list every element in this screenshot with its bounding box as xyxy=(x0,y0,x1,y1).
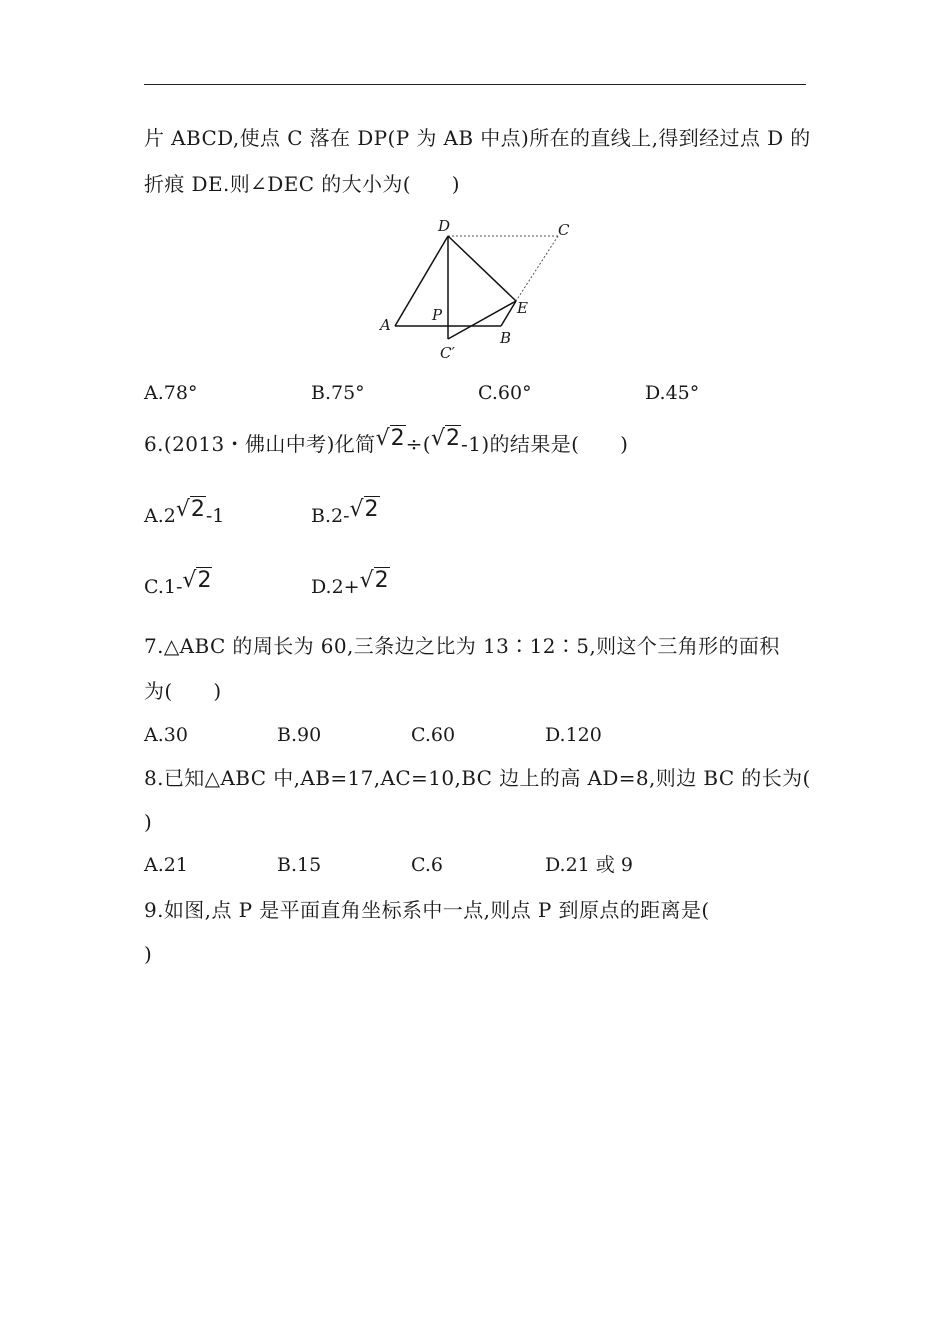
q7-option-a: A.30 xyxy=(144,724,188,746)
sqrt-symbol: √2 xyxy=(375,426,405,451)
crease-DE xyxy=(448,236,516,301)
q5-figure xyxy=(370,212,580,372)
q5-option-a: A.78° xyxy=(144,382,198,404)
label-C: C xyxy=(558,221,570,239)
label-P: P xyxy=(432,306,443,324)
sqrt-symbol: √2 xyxy=(175,497,205,522)
q6-option-a: A.2√2-1 xyxy=(144,497,225,527)
q7-line2: 为( ) xyxy=(144,679,222,703)
label-E: E xyxy=(517,299,528,317)
q5-line1: 片 ABCD,使点 C 落在 DP(P 为 AB 中点)所在的直线上,得到经过点 D 的 xyxy=(144,126,811,150)
q5-option-d: D.45° xyxy=(645,382,700,404)
label-B: B xyxy=(500,329,512,347)
sqrt-symbol: √2 xyxy=(359,568,389,593)
q8-line1: 8.已知△ABC 中,AB=17,AC=10,BC 边上的高 AD=8,则边 BC 的长为( xyxy=(144,766,811,790)
q5-line2: 折痕 DE.则∠DEC 的大小为( ) xyxy=(144,172,461,196)
edge-CE xyxy=(516,236,558,301)
q7-option-b: B.90 xyxy=(277,724,322,746)
sqrt-symbol: √2 xyxy=(349,497,379,522)
header-rule xyxy=(144,84,806,85)
q5-option-c: C.60° xyxy=(478,382,532,404)
q8-option-c: C.6 xyxy=(411,854,443,876)
q5-option-b: B.75° xyxy=(311,382,365,404)
q7-line1: 7.△ABC 的周长为 60,三条边之比为 13∶12∶5,则这个三角形的面积 xyxy=(144,634,780,658)
q6-option-b: B.2-√2 xyxy=(311,497,379,527)
label-A: A xyxy=(380,316,391,334)
q6-stem xyxy=(144,426,629,457)
sqrt-symbol: √2 xyxy=(431,426,461,451)
q7-option-c: C.60 xyxy=(411,724,456,746)
q7-option-d: D.120 xyxy=(545,724,602,746)
sqrt-symbol: √2 xyxy=(182,568,212,593)
q6-prefix: 6.(2013・佛山中考)化简 xyxy=(144,432,376,456)
q6-option-d: D.2+√2 xyxy=(311,568,389,598)
q8-option-d: D.21 或 9 xyxy=(545,854,633,876)
q6-div: ÷( xyxy=(405,432,431,456)
q9-line1: 9.如图,点 P 是平面直角坐标系中一点,则点 P 到原点的距离是( xyxy=(144,898,710,922)
q9-line2: ) xyxy=(144,942,153,966)
q6-option-c: C.1-√2 xyxy=(144,568,212,598)
q8-line2: ) xyxy=(144,810,153,834)
q8-option-b: B.15 xyxy=(277,854,322,876)
label-D: D xyxy=(438,217,451,235)
q6-tail: -1)的结果是( ) xyxy=(461,432,629,456)
label-Cprime: C′ xyxy=(440,344,455,362)
q8-option-a: A.21 xyxy=(144,854,188,876)
